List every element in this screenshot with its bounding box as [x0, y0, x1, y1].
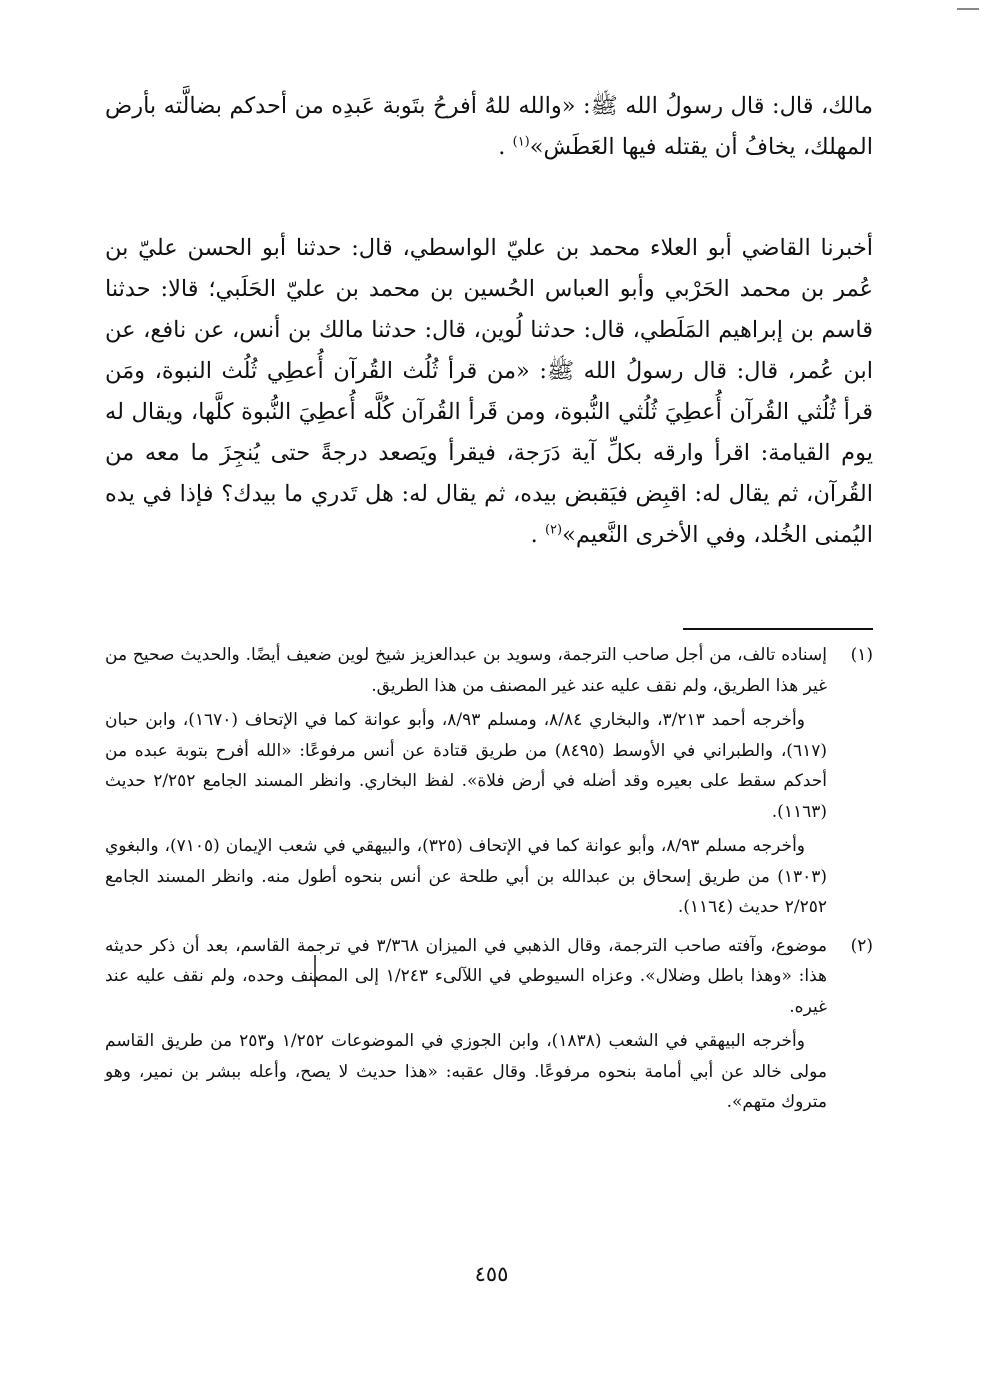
- footnote-1: [105, 640, 873, 927]
- paragraph-end: .: [498, 134, 513, 160]
- paragraph-end: .: [530, 522, 545, 548]
- footnote-number: (١): [850, 645, 873, 665]
- footnote-paragraph: وأخرجه أحمد ٣/٢١٣، والبخاري ٨/٨٤، ومسلم ٨/٩٣، وأبو عوانة كما في الإتحاف (١٦٧٠)، وابن حبان (٦١٧)، والطبراني في الأوسط (٨٤٩٥) من طريق قتادة عن أنس مرفوعًا: «الله أفرح بتوبة عبده من أحدكم سقط على بعيره وقد أضله في أرض فلاة». لفظ البخاري. وانظر المسند الجامع ٢/٢٥٢ حديث (١١٦٣).: [105, 710, 827, 822]
- footnote-paragraph: وأخرجه البيهقي في الشعب (١٨٣٨)، وابن الجوزي في الموضوعات ١/٢٥٢ و٢٥٣ من طريق القاسم مولى خالد عن أبي أمامة بنحوه مرفوعًا. وقال عقبه: «هذا حديث لا يصح، وأعله ببشر بن نمير، وهو متروك متهم».: [105, 1031, 827, 1112]
- page-number: ٤٥٥: [474, 1262, 509, 1286]
- footnote-2: [105, 931, 873, 1122]
- footnotes-section: [105, 640, 873, 1126]
- footnote-ref-2: (٢): [544, 522, 563, 538]
- footnote-body: [105, 640, 827, 927]
- footnote-paragraph: وأخرجه مسلم ٨/٩٣، وأبو عوانة كما في الإتحاف (٣٢٥)، والبيهقي في شعب الإيمان (٧١٠٥)، والبغوي (١٣٠٣) من طريق إسحاق بن عبدالله بن أبي طلحة عن أنس بنحوه أطول منه. وانظر المسند الجامع ٢/٢٥٢ حديث (١١٦٤).: [105, 836, 827, 917]
- footnote-paragraph: موضوع، وآفته صاحب الترجمة، وقال الذهبي في الميزان ٣/٣٦٨ في ترجمة القاسم، بعد أن ذكر حديثه هذا: «وهذا باطل وضلال». وعزاه السيوطي في اللآلىء ١/٢٤٣ إلى المصنف وحده، ولم نقف عليه عند غيره.: [105, 935, 827, 1017]
- footnote-separator: [683, 628, 873, 630]
- footnote-ref-1: (١): [512, 134, 530, 150]
- paragraph-body: مالك، قال: قال رسولُ الله ﷺ: «والله للهُ أفرحُ بتَوبة عَبدِه من أحدكم بضالَّته بأرض المهلك، يخافُ أن يقتله فيها العَطَش»: [105, 93, 873, 160]
- paragraph-body: أخبرنا القاضي أبو العلاء محمد بن عليّ الواسطي، قال: حدثنا أبو الحسن عليّ بن عُمر بن محمد الحَرْبي وأبو العباس الحُسين بن محمد بن عليّ الحَلَبي؛ قالا: حدثنا قاسم بن إبراهيم المَلَطي، قال: حدثنا لُوين، قال: حدثنا مالك بن أنس، عن نافع، عن ابن عُمر، قال: قال رسولُ الله ﷺ: «من قرأ ثُلُث القُرآن أُعطِي ثُلُث النبوة، ومَن قرأ ثُلُثي القُرآن أُعطِيَ ثُلُثي النُّبوة، ومن قَرأ القُرآن كُلَّه أُعطِيَ النُّبوة كلَّها، ويقال له يوم القيامة: اقرأ وارقه بكلِّ آية دَرَجة، فيقرأ ويَصعد درجةً حتى يُنجِزَ ما معه من القُرآن، ثم يقال له: اقبِض فيَقبض بيده، ثم يقال له: هل تَدري ما بيدك؟ فإذا في يده اليُمنى الخُلد، وفي الأخرى النَّعيم»: [105, 235, 873, 548]
- paragraph-text: [105, 228, 873, 556]
- scan-edge-mark: [957, 8, 979, 10]
- main-paragraph-2: [105, 228, 873, 556]
- footnote-paragraph: إسناده تالف، من أجل صاحب الترجمة، وسويد بن عبدالعزيز شيخ لوين ضعيف أيضًا. والحديث صحيح من غير هذا الطريق، ولم نقف عليه عند غير المصنف من هذا الطريق.: [105, 645, 827, 696]
- footnote-number: (٢): [850, 935, 873, 956]
- footnote-body: [105, 931, 827, 1122]
- paragraph-text: [105, 86, 873, 168]
- main-paragraph-1: [105, 86, 873, 168]
